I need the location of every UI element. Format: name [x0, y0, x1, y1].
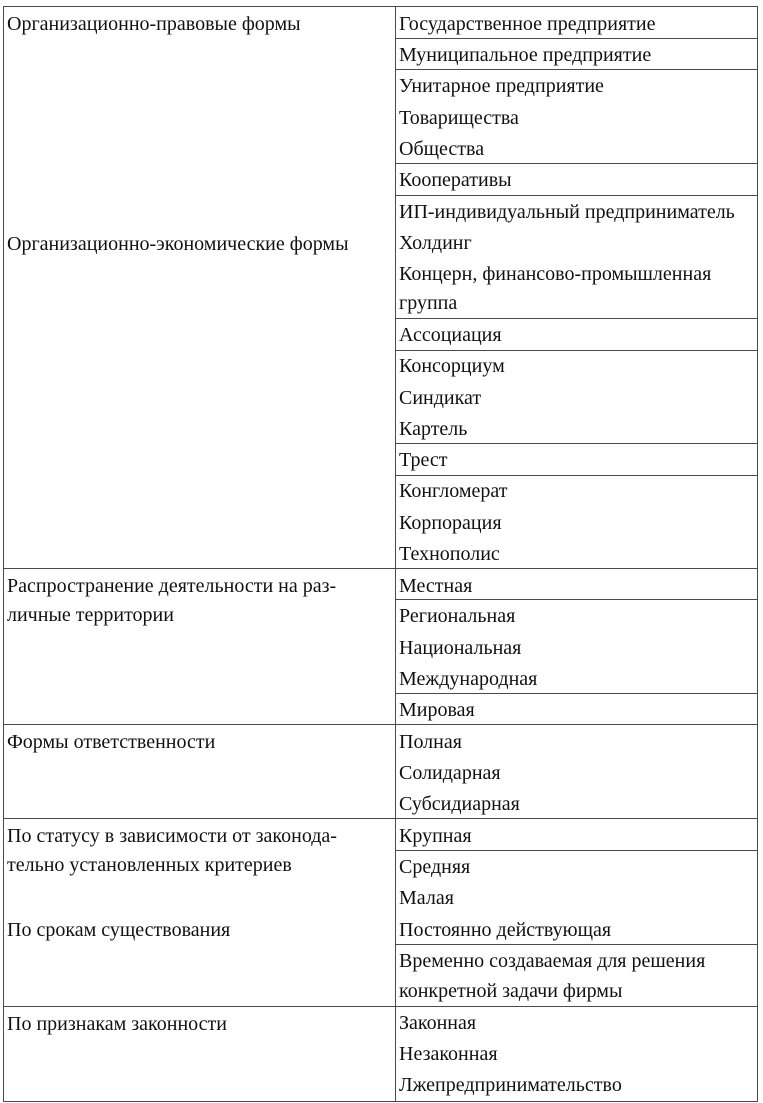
row-divider — [3, 724, 758, 725]
form-item: Общества — [399, 138, 485, 160]
form-item: Технополис — [399, 543, 500, 565]
category-label: личные территории — [7, 604, 174, 626]
form-item: Региональная — [399, 605, 516, 627]
form-item: Законная — [399, 1012, 477, 1034]
form-item: Солидарная — [399, 762, 501, 784]
form-item: Постоянно действующая — [399, 919, 612, 941]
form-item: Корпорация — [399, 512, 502, 534]
form-item: Средняя — [399, 856, 471, 878]
form-item: Полная — [399, 731, 462, 753]
category-label: Организационно-правовые формы — [7, 13, 301, 35]
form-item: Лжепредпринимательство — [399, 1074, 622, 1096]
form-item: Унитарное предприятие — [399, 75, 604, 97]
form-item: Концерн, финансово-промышленная — [399, 263, 712, 285]
form-item: конкретной задачи фирмы — [399, 980, 623, 1002]
row-divider — [3, 1006, 758, 1007]
category-label: Организационно-экономические формы — [7, 233, 349, 255]
form-item: Мировая — [399, 699, 475, 721]
row-divider — [3, 818, 758, 819]
form-item: группа — [399, 292, 458, 314]
form-item: Малая — [399, 887, 454, 909]
table-border-left — [3, 6, 4, 1102]
table-column-divider — [395, 6, 396, 1102]
form-item: Ассоциация — [399, 324, 502, 346]
form-item: Крупная — [399, 825, 472, 847]
form-item: Международная — [399, 668, 538, 690]
category-label: По признакам законности — [7, 1013, 227, 1035]
category-label: По статусу в зависимости от законода- — [7, 825, 337, 847]
form-item: Холдинг — [399, 232, 472, 254]
form-item: Незаконная — [399, 1043, 498, 1065]
form-item: Государственное предприятие — [399, 13, 656, 35]
form-item: Трест — [399, 449, 448, 471]
table-border-top — [3, 6, 758, 7]
form-item: Национальная — [399, 637, 522, 659]
form-item: Конгломерат — [399, 480, 508, 502]
form-item: Муниципальное предприятие — [399, 44, 652, 66]
category-label: По срокам существования — [7, 919, 231, 941]
form-item: Картель — [399, 418, 468, 440]
form-item: Временно создаваемая для решения — [399, 950, 706, 972]
form-item: Местная — [399, 575, 473, 597]
form-item: ИП-индивидуальный предприниматель — [399, 201, 735, 223]
row-divider — [3, 568, 758, 569]
table-border-bottom — [3, 1101, 758, 1102]
form-item: Субсидиарная — [399, 793, 520, 815]
form-item: Консорциум — [399, 355, 505, 377]
classification-table — [3, 6, 758, 1102]
category-label: Формы ответственности — [7, 731, 216, 753]
table-border-right — [757, 6, 758, 1102]
category-label: Распространение деятельности на раз- — [7, 575, 337, 597]
form-item: Товарищества — [399, 107, 519, 129]
form-item: Синдикат — [399, 387, 482, 409]
form-item: Кооперативы — [399, 169, 512, 191]
category-label: тельно установленных критериев — [7, 854, 292, 876]
